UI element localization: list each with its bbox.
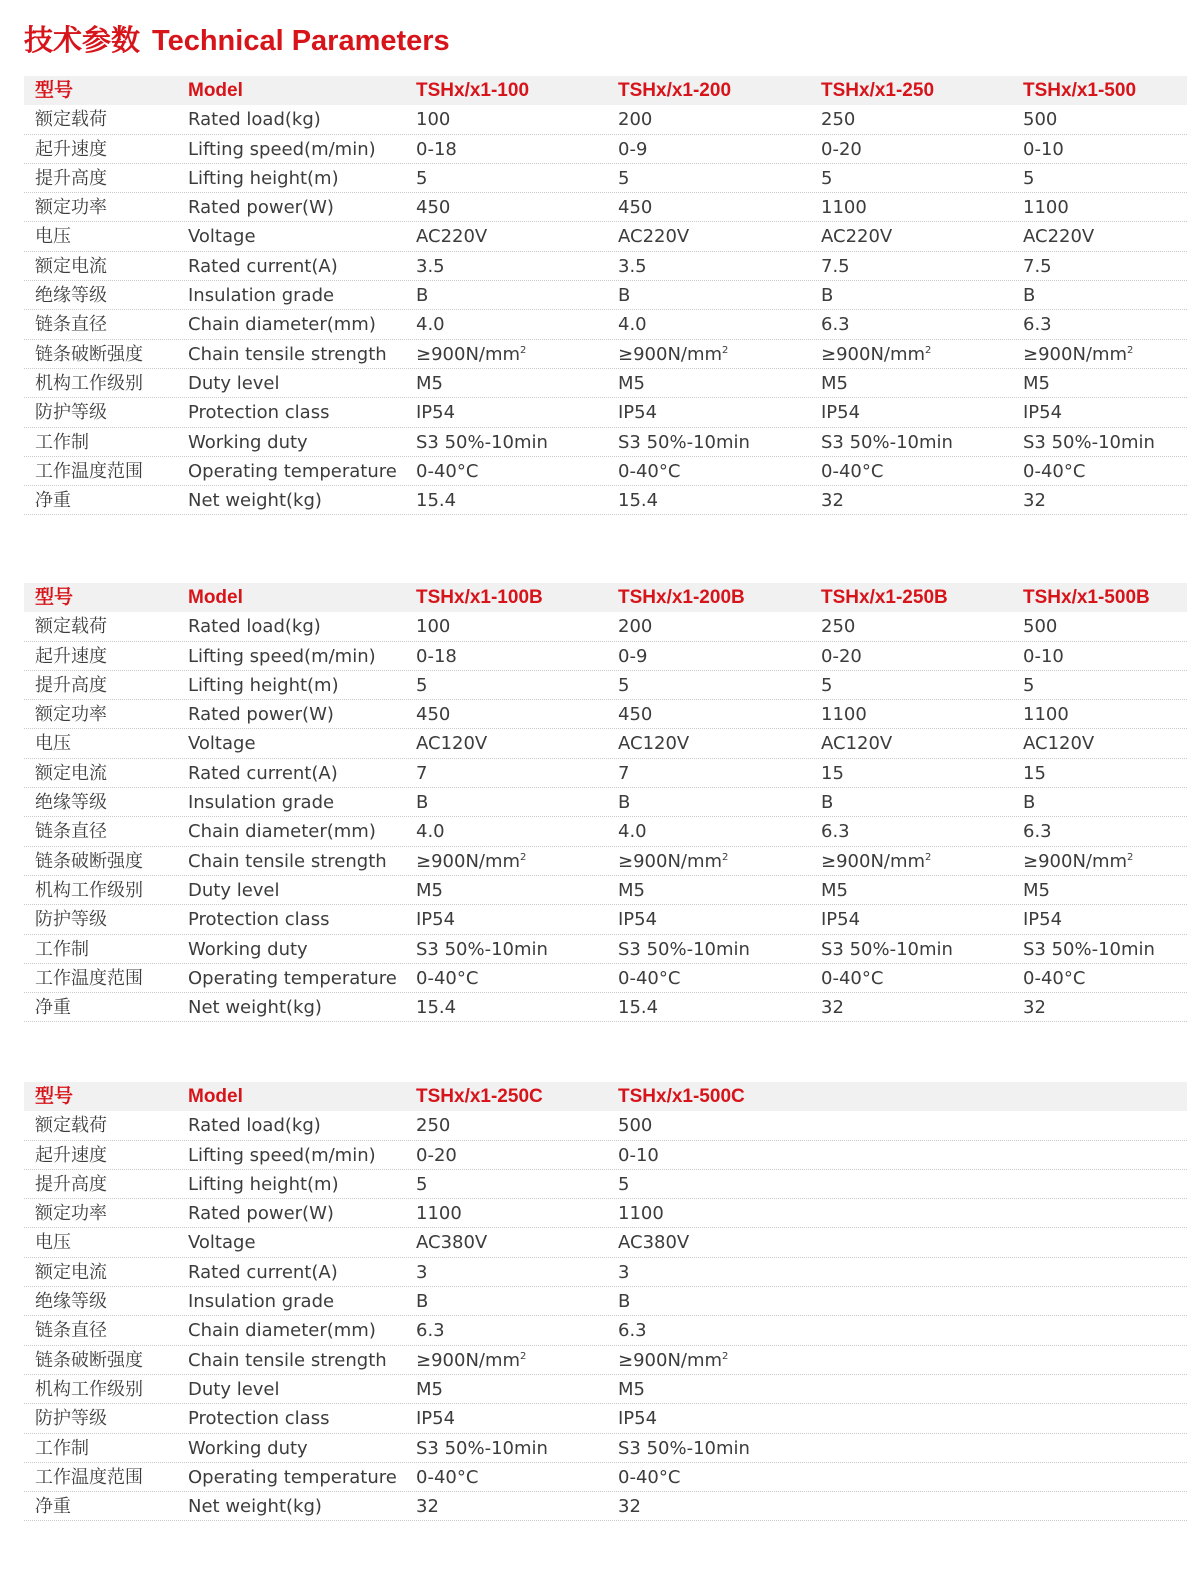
value-cell: B (821, 792, 834, 814)
param-name-zh: 链条破断强度 (35, 343, 143, 365)
param-name-zh: 净重 (35, 490, 71, 512)
header-label-en: Model (188, 80, 243, 101)
value-cell: 32 (1023, 490, 1046, 512)
table-row (24, 135, 1187, 164)
value-cell: B (1023, 285, 1036, 307)
param-name-en: Duty level (188, 372, 280, 394)
value-cell: $\ge 900N/mm^2$ (618, 850, 729, 872)
table-row (24, 905, 1187, 934)
value-cell: 0-10 (1023, 645, 1064, 667)
param-name-en: Lifting speed(m/min) (188, 1144, 376, 1166)
value-cell: 6.3 (821, 314, 850, 336)
value-cell: 0-18 (416, 645, 457, 667)
value-cell: 4.0 (416, 821, 445, 843)
value-cell: B (618, 1291, 631, 1313)
value-cell: 7.5 (1023, 255, 1052, 277)
param-name-en: Chain tensile strength (188, 1349, 387, 1371)
value-cell: S3 50%-10min (416, 431, 548, 453)
spec-table-standard (24, 76, 1187, 515)
table-row (24, 1287, 1187, 1316)
param-name-en: Operating temperature (188, 967, 397, 989)
value-cell: B (618, 792, 631, 814)
value-cell: IP54 (618, 402, 658, 424)
param-name-zh: 工作制 (35, 938, 89, 960)
value-cell: 5 (416, 1173, 428, 1195)
model-name-cell: TSHx/x1-500B (1023, 587, 1150, 608)
value-cell: 15.4 (416, 997, 457, 1019)
param-name-zh: 链条直径 (35, 1320, 107, 1342)
table-row (24, 1141, 1187, 1170)
value-cell: M5 (618, 879, 645, 901)
value-cell: $\ge 900N/mm^2$ (416, 343, 527, 365)
value-cell: AC120V (1023, 733, 1095, 755)
value-cell: 0-40°C (416, 1466, 479, 1488)
value-cell: IP54 (416, 1408, 456, 1430)
table-row (24, 398, 1187, 427)
value-cell: AC380V (618, 1232, 690, 1254)
value-cell: S3 50%-10min (618, 938, 750, 960)
param-name-zh: 机构工作级别 (35, 372, 143, 394)
value-cell: 450 (416, 197, 451, 219)
value-cell: M5 (416, 372, 443, 394)
param-name-en: Operating temperature (188, 460, 397, 482)
value-cell: S3 50%-10min (1023, 938, 1155, 960)
param-name-zh: 链条直径 (35, 314, 107, 336)
table-row (24, 1316, 1187, 1345)
table-row (24, 759, 1187, 788)
param-name-en: Duty level (188, 1378, 280, 1400)
table-row (24, 612, 1187, 641)
page-title (24, 18, 450, 59)
param-name-zh: 机构工作级别 (35, 879, 143, 901)
value-cell: 32 (1023, 997, 1046, 1019)
table-row (24, 281, 1187, 310)
value-cell: 7 (618, 762, 630, 784)
value-cell: S3 50%-10min (416, 938, 548, 960)
header-label-en: Model (188, 587, 243, 608)
page-title-en: Technical Parameters (152, 25, 450, 57)
param-name-zh: 链条破断强度 (35, 1349, 143, 1371)
table-row (24, 1111, 1187, 1140)
value-cell: IP54 (1023, 402, 1063, 424)
value-cell: 7.5 (821, 255, 850, 277)
value-cell: 5 (618, 674, 630, 696)
table-row (24, 788, 1187, 817)
param-name-zh: 净重 (35, 1496, 71, 1518)
value-cell: 32 (821, 997, 844, 1019)
value-cell: 250 (416, 1115, 451, 1137)
value-cell: 250 (821, 616, 856, 638)
param-name-en: Rated load(kg) (188, 616, 321, 638)
value-cell: 0-9 (618, 645, 648, 667)
param-name-zh: 起升速度 (35, 645, 107, 667)
value-cell: 6.3 (1023, 314, 1052, 336)
value-cell: $\ge 900N/mm^2$ (618, 1349, 729, 1371)
param-name-en: Protection class (188, 909, 330, 931)
value-cell: 0-9 (618, 138, 648, 160)
value-cell: AC120V (416, 733, 488, 755)
param-name-en: Working duty (188, 938, 308, 960)
param-name-en: Voltage (188, 226, 256, 248)
param-name-en: Voltage (188, 1232, 256, 1254)
model-name-cell: TSHx/x1-250C (416, 1086, 543, 1107)
value-cell: 0-10 (1023, 138, 1064, 160)
param-name-en: Operating temperature (188, 1466, 397, 1488)
param-name-zh: 提升高度 (35, 167, 107, 189)
value-cell: 15 (1023, 762, 1046, 784)
value-cell: AC120V (821, 733, 893, 755)
value-cell: M5 (618, 1378, 645, 1400)
value-cell: 0-40°C (821, 967, 884, 989)
table-row (24, 457, 1187, 486)
param-name-en: Rated current(A) (188, 1261, 338, 1283)
value-cell: M5 (1023, 372, 1050, 394)
model-name-cell: TSHx/x1-500 (1023, 80, 1137, 101)
value-cell: 0-40°C (618, 967, 681, 989)
table-row (24, 193, 1187, 222)
value-cell: 4.0 (416, 314, 445, 336)
value-cell: M5 (416, 879, 443, 901)
value-cell: 450 (618, 197, 653, 219)
value-cell: 0-20 (821, 138, 862, 160)
value-cell: B (1023, 792, 1036, 814)
param-name-zh: 额定电流 (35, 762, 107, 784)
value-cell: $\ge 900N/mm^2$ (618, 343, 729, 365)
table-row (24, 486, 1187, 515)
param-name-en: Lifting speed(m/min) (188, 645, 376, 667)
header-label-zh: 型号 (35, 1086, 74, 1107)
value-cell: $\ge 900N/mm^2$ (416, 1349, 527, 1371)
table-row (24, 1463, 1187, 1492)
param-name-zh: 电压 (35, 733, 71, 755)
param-name-en: Lifting height(m) (188, 674, 339, 696)
value-cell: 32 (416, 1496, 439, 1518)
value-cell: 6.3 (1023, 821, 1052, 843)
table-row (24, 1258, 1187, 1287)
value-cell: 15.4 (618, 997, 659, 1019)
value-cell: 0-40°C (821, 460, 884, 482)
param-name-zh: 起升速度 (35, 1144, 107, 1166)
value-cell: 0-40°C (416, 460, 479, 482)
param-name-zh: 防护等级 (35, 1408, 107, 1430)
value-cell: S3 50%-10min (821, 938, 953, 960)
value-cell: $\ge 900N/mm^2$ (1023, 850, 1134, 872)
table-row (24, 252, 1187, 281)
param-name-en: Chain diameter(mm) (188, 1320, 376, 1342)
value-cell: 450 (416, 704, 451, 726)
value-cell: 6.3 (416, 1320, 445, 1342)
value-cell: B (416, 285, 429, 307)
value-cell: 100 (416, 616, 451, 638)
value-cell: 0-20 (416, 1144, 457, 1166)
param-name-zh: 机构工作级别 (35, 1378, 143, 1400)
param-name-zh: 工作温度范围 (35, 1466, 143, 1488)
param-name-en: Protection class (188, 402, 330, 424)
table-row (24, 642, 1187, 671)
value-cell: S3 50%-10min (618, 431, 750, 453)
table-row (24, 993, 1187, 1022)
param-name-zh: 额定载荷 (35, 1115, 107, 1137)
table-row (24, 671, 1187, 700)
value-cell: IP54 (821, 402, 861, 424)
value-cell: AC220V (821, 226, 893, 248)
param-name-en: Lifting height(m) (188, 1173, 339, 1195)
value-cell: 1100 (821, 197, 867, 219)
param-name-zh: 起升速度 (35, 138, 107, 160)
value-cell: 0-40°C (416, 967, 479, 989)
table-header-row (24, 1082, 1187, 1111)
value-cell: AC220V (1023, 226, 1095, 248)
value-cell: AC120V (618, 733, 690, 755)
value-cell: IP54 (618, 909, 658, 931)
value-cell: 1100 (416, 1203, 462, 1225)
param-name-zh: 额定载荷 (35, 109, 107, 131)
table-row (24, 1404, 1187, 1433)
value-cell: 200 (618, 616, 653, 638)
param-name-en: Rated current(A) (188, 762, 338, 784)
param-name-zh: 电压 (35, 1232, 71, 1254)
value-cell: M5 (618, 372, 645, 394)
value-cell: M5 (821, 372, 848, 394)
model-name-cell: TSHx/x1-200 (618, 80, 732, 101)
table-row (24, 729, 1187, 758)
value-cell: 15.4 (618, 490, 659, 512)
value-cell: 0-40°C (618, 460, 681, 482)
table-row (24, 1492, 1187, 1521)
value-cell: B (416, 792, 429, 814)
value-cell: 0-18 (416, 138, 457, 160)
table-row (24, 428, 1187, 457)
header-label-en: Model (188, 1086, 243, 1107)
page-title-zh: 技术参数 (24, 25, 141, 57)
spec-table-b-series (24, 583, 1187, 1022)
param-name-en: Insulation grade (188, 285, 335, 307)
param-name-en: Rated power(W) (188, 704, 334, 726)
value-cell: 4.0 (618, 314, 647, 336)
value-cell: 500 (618, 1115, 653, 1137)
value-cell: 4.0 (618, 821, 647, 843)
value-cell: IP54 (1023, 909, 1063, 931)
table-row (24, 1375, 1187, 1404)
value-cell: 1100 (1023, 704, 1069, 726)
model-name-cell: TSHx/x1-250 (821, 80, 935, 101)
table-row (24, 700, 1187, 729)
value-cell: 32 (618, 1496, 641, 1518)
table-row (24, 1228, 1187, 1257)
param-name-en: Net weight(kg) (188, 1496, 322, 1518)
param-name-zh: 额定电流 (35, 255, 107, 277)
param-name-zh: 电压 (35, 226, 71, 248)
table-row (24, 876, 1187, 905)
value-cell: 3 (416, 1261, 428, 1283)
table-row (24, 310, 1187, 339)
value-cell: 500 (1023, 109, 1058, 131)
value-cell: 15.4 (416, 490, 457, 512)
header-label-zh: 型号 (35, 587, 74, 608)
param-name-zh: 绝缘等级 (35, 1291, 107, 1313)
value-cell: 5 (618, 167, 630, 189)
param-name-zh: 绝缘等级 (35, 792, 107, 814)
param-name-zh: 防护等级 (35, 402, 107, 424)
value-cell: B (618, 285, 631, 307)
param-name-zh: 额定电流 (35, 1261, 107, 1283)
param-name-en: Lifting height(m) (188, 167, 339, 189)
value-cell: 3 (618, 1261, 630, 1283)
header-label-zh: 型号 (35, 80, 74, 101)
value-cell: M5 (821, 879, 848, 901)
param-name-en: Duty level (188, 879, 280, 901)
param-name-en: Net weight(kg) (188, 997, 322, 1019)
value-cell: IP54 (618, 1408, 658, 1430)
value-cell: IP54 (416, 909, 456, 931)
table-row (24, 935, 1187, 964)
value-cell: IP54 (416, 402, 456, 424)
table-row (24, 1434, 1187, 1463)
param-name-en: Protection class (188, 1408, 330, 1430)
table-row (24, 222, 1187, 251)
param-name-en: Insulation grade (188, 1291, 335, 1313)
value-cell: AC220V (416, 226, 488, 248)
table-row (24, 1346, 1187, 1375)
value-cell: 32 (821, 490, 844, 512)
param-name-en: Chain tensile strength (188, 343, 387, 365)
value-cell: 7 (416, 762, 428, 784)
model-name-cell: TSHx/x1-100B (416, 587, 543, 608)
param-name-zh: 额定载荷 (35, 616, 107, 638)
model-name-cell: TSHx/x1-200B (618, 587, 745, 608)
value-cell: 5 (416, 674, 428, 696)
value-cell: 5 (1023, 674, 1035, 696)
param-name-en: Chain diameter(mm) (188, 314, 376, 336)
param-name-en: Rated power(W) (188, 197, 334, 219)
value-cell: 3.5 (416, 255, 445, 277)
table-header-row (24, 583, 1187, 612)
value-cell: $\ge 900N/mm^2$ (821, 343, 932, 365)
value-cell: S3 50%-10min (821, 431, 953, 453)
spec-table-c-series (24, 1082, 1187, 1521)
value-cell: 5 (416, 167, 428, 189)
value-cell: 6.3 (618, 1320, 647, 1342)
value-cell: 250 (821, 109, 856, 131)
value-cell: $\ge 900N/mm^2$ (1023, 343, 1134, 365)
param-name-en: Lifting speed(m/min) (188, 138, 376, 160)
param-name-zh: 防护等级 (35, 909, 107, 931)
value-cell: 0-10 (618, 1144, 659, 1166)
model-name-cell: TSHx/x1-500C (618, 1086, 745, 1107)
value-cell: 5 (821, 167, 833, 189)
param-name-en: Chain tensile strength (188, 850, 387, 872)
param-name-zh: 提升高度 (35, 674, 107, 696)
table-row (24, 105, 1187, 134)
value-cell: M5 (1023, 879, 1050, 901)
param-name-zh: 工作制 (35, 1437, 89, 1459)
value-cell: S3 50%-10min (416, 1437, 548, 1459)
param-name-zh: 链条直径 (35, 821, 107, 843)
value-cell: B (821, 285, 834, 307)
value-cell: M5 (416, 1378, 443, 1400)
value-cell: 1100 (1023, 197, 1069, 219)
param-name-en: Working duty (188, 431, 308, 453)
model-name-cell: TSHx/x1-100 (416, 80, 530, 101)
value-cell: 15 (821, 762, 844, 784)
value-cell: 0-20 (821, 645, 862, 667)
value-cell: AC220V (618, 226, 690, 248)
value-cell: S3 50%-10min (1023, 431, 1155, 453)
value-cell: 0-40°C (1023, 967, 1086, 989)
param-name-zh: 链条破断强度 (35, 850, 143, 872)
param-name-en: Rated power(W) (188, 1203, 334, 1225)
value-cell: 3.5 (618, 255, 647, 277)
model-name-cell: TSHx/x1-250B (821, 587, 948, 608)
value-cell: 1100 (618, 1203, 664, 1225)
table-row (24, 369, 1187, 398)
value-cell: IP54 (821, 909, 861, 931)
value-cell: 450 (618, 704, 653, 726)
param-name-zh: 绝缘等级 (35, 285, 107, 307)
value-cell: AC380V (416, 1232, 488, 1254)
value-cell: 500 (1023, 616, 1058, 638)
value-cell: 0-40°C (618, 1466, 681, 1488)
value-cell: 5 (618, 1173, 630, 1195)
param-name-zh: 工作温度范围 (35, 460, 143, 482)
param-name-zh: 额定功率 (35, 197, 107, 219)
param-name-en: Rated load(kg) (188, 1115, 321, 1137)
value-cell: B (416, 1291, 429, 1313)
value-cell: 6.3 (821, 821, 850, 843)
table-row (24, 817, 1187, 846)
table-header-row (24, 76, 1187, 105)
param-name-en: Rated current(A) (188, 255, 338, 277)
value-cell: S3 50%-10min (618, 1437, 750, 1459)
value-cell: 5 (1023, 167, 1035, 189)
table-row (24, 340, 1187, 369)
value-cell: 200 (618, 109, 653, 131)
table-row (24, 1199, 1187, 1228)
value-cell: 5 (821, 674, 833, 696)
value-cell: 1100 (821, 704, 867, 726)
param-name-en: Net weight(kg) (188, 490, 322, 512)
param-name-en: Voltage (188, 733, 256, 755)
param-name-zh: 额定功率 (35, 704, 107, 726)
param-name-en: Rated load(kg) (188, 109, 321, 131)
table-row (24, 164, 1187, 193)
param-name-zh: 额定功率 (35, 1203, 107, 1225)
value-cell: $\ge 900N/mm^2$ (821, 850, 932, 872)
table-row (24, 847, 1187, 876)
value-cell: 100 (416, 109, 451, 131)
table-row (24, 964, 1187, 993)
param-name-zh: 提升高度 (35, 1173, 107, 1195)
param-name-en: Chain diameter(mm) (188, 821, 376, 843)
value-cell: $\ge 900N/mm^2$ (416, 850, 527, 872)
value-cell: 0-40°C (1023, 460, 1086, 482)
table-row (24, 1170, 1187, 1199)
param-name-zh: 净重 (35, 997, 71, 1019)
param-name-en: Insulation grade (188, 792, 335, 814)
param-name-en: Working duty (188, 1437, 308, 1459)
param-name-zh: 工作制 (35, 431, 89, 453)
param-name-zh: 工作温度范围 (35, 967, 143, 989)
